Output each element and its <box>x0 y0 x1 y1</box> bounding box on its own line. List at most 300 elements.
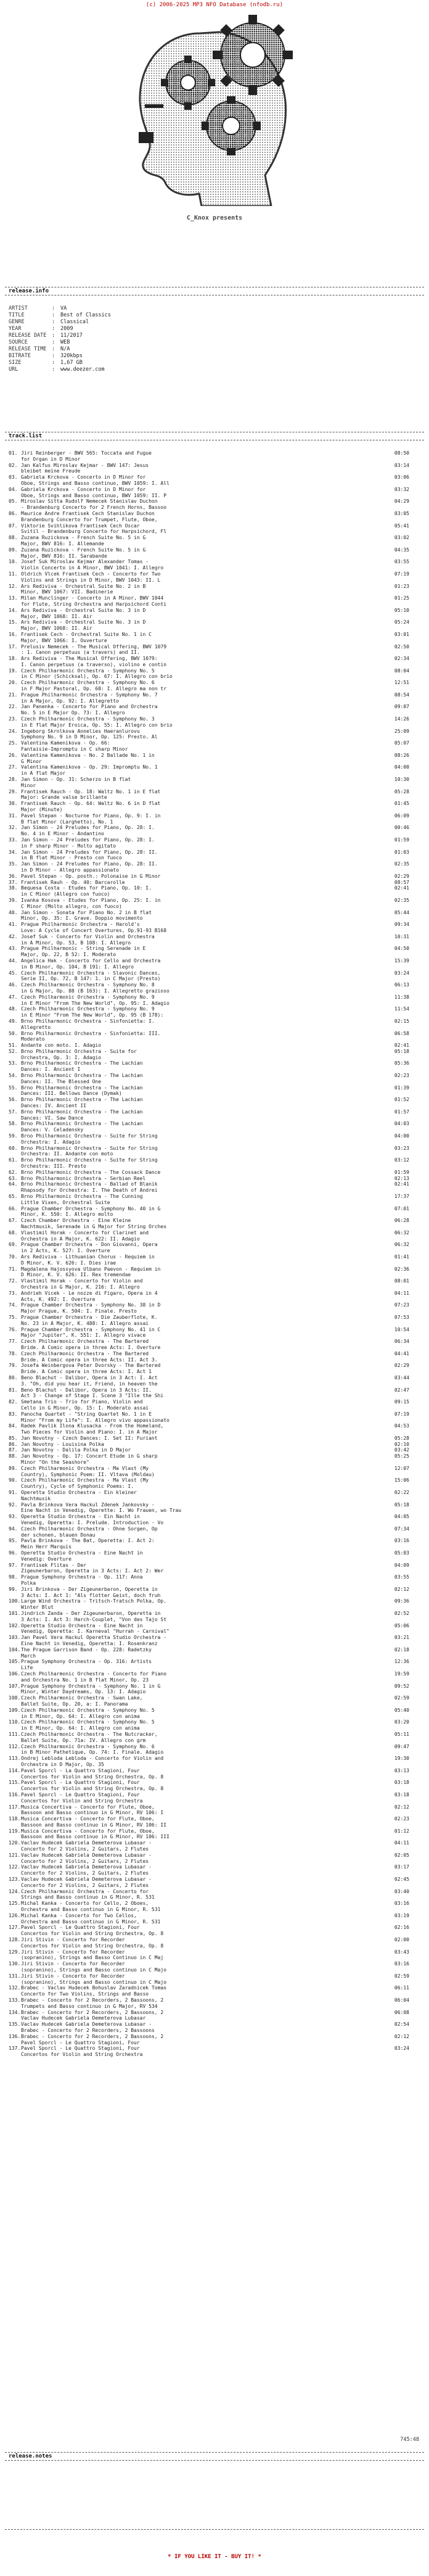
track-number: 75. <box>9 1314 18 1320</box>
track-title: Frantisek Flitas - Der Zigeunerbaron, Operetta in 3 Acts: I. Act 2: Wer <box>21 1562 164 1574</box>
track-title: Ars Rediviva - The Musical Offering, BWV 1079: I. Canon perpetuus (a traverso), violino e contin <box>21 656 167 667</box>
track-duration: 04:09 <box>394 1562 409 1568</box>
track-number: 113. <box>9 1756 21 1762</box>
track-title: Andrieh Vicek - Le nozze di Figaro, Opera in 4 Acts, K. 492: I. Overture <box>21 1290 158 1302</box>
track-row <box>9 511 415 523</box>
track-title: Pavel Sporcl - Le Quattro Stagioni, Four Concertos for Violin and String Orchestra, Op. 8 <box>21 1925 164 1937</box>
track-duration: 01:59 <box>394 837 409 843</box>
track-list-header <box>5 432 424 440</box>
track-number: 82. <box>9 1399 18 1405</box>
track-duration: 03:13 <box>394 1767 409 1773</box>
track-title: Jan Simon - 24 Preludes for Piano, Op. 28: II. in D Minor - Allegro appassionato <box>21 861 158 873</box>
track-number: 102. <box>9 1622 21 1629</box>
track-number: 34. <box>9 849 18 855</box>
track-title: Pavel Sporcl - La Quattro Stagioni, Four Concertos for Violin and String Orchestra, Op. 8 <box>21 1767 164 1780</box>
track-number: 22. <box>9 704 18 710</box>
track-row <box>9 680 415 692</box>
track-number: 49. <box>9 1018 18 1024</box>
track-number: 35. <box>9 861 18 867</box>
track-row <box>9 450 415 463</box>
track-row <box>9 922 415 934</box>
track-duration: 03:43 <box>394 1949 409 1955</box>
track-duration: 01:52 <box>394 1097 409 1103</box>
track-row <box>9 1466 415 1478</box>
release-info-row <box>9 319 194 326</box>
track-number: 110. <box>9 1719 21 1725</box>
release-info-row <box>9 353 194 360</box>
release-info-colon: : <box>52 366 55 373</box>
track-number: 65. <box>9 1194 18 1200</box>
track-duration: 03:44 <box>394 1374 409 1381</box>
track-number: 55. <box>9 1084 18 1091</box>
release-info-row <box>9 312 194 319</box>
track-duration: 03:18 <box>394 1791 409 1798</box>
release-info-key: GENRE <box>9 319 25 325</box>
track-number: 33. <box>9 837 18 843</box>
track-row <box>9 1133 415 1146</box>
track-number: 56. <box>9 1097 18 1103</box>
track-duration: 11:54 <box>394 1006 409 1012</box>
track-title: Jan Simon - 24 Preludes for Piano, Op. 28: I. No. 4 in E Minor - Andantino <box>21 825 155 837</box>
presenter-credit: C_Knox presents <box>186 215 243 221</box>
track-duration: 02:18 <box>394 1646 409 1653</box>
release-info-header <box>5 287 424 295</box>
track-row <box>9 1121 415 1133</box>
release-info-key: BITRATE <box>9 353 31 359</box>
track-number: 135. <box>9 2021 21 2028</box>
track-row <box>9 1242 415 1254</box>
track-number: 15. <box>9 619 18 625</box>
track-row <box>9 1176 415 1182</box>
track-title: Brno Philharmonic Orchestra - Suite for String Orchestra: II. Andante con moto <box>21 1145 158 1157</box>
track-duration: 02:52 <box>394 1611 409 1616</box>
track-number: 81. <box>9 1387 18 1393</box>
track-duration: 14:26 <box>394 716 409 722</box>
release-notes-title: release.notes <box>9 2453 52 2459</box>
track-row <box>9 1840 415 1852</box>
track-number: 41. <box>9 922 18 928</box>
track-duration: 05:24 <box>394 619 409 625</box>
track-row <box>9 1804 415 1817</box>
track-title: Prague Chamber Orchestra - Symphony No. 38 in D Major Prague, K. 504: I. Finale. Presto <box>21 1302 161 1315</box>
track-row <box>9 1453 415 1466</box>
track-duration: 02:36 <box>394 1266 409 1272</box>
track-duration: 02:12 <box>394 2033 409 2039</box>
track-title: Czech Philharmonic Orchestra - Swan Lake, Ballet Suite, Op. 20, a: I. Panorama <box>21 1695 143 1707</box>
track-title: Jan Panenka - Concerto for Piano and Orchestra No. 5 in E Major Op. 73: I. Allegro <box>21 704 158 716</box>
track-duration: 02:54 <box>394 2021 409 2028</box>
track-title: Jan Novotny - Louisina Polka <box>21 1441 104 1447</box>
track-row <box>9 1574 415 1587</box>
track-duration: 02:23 <box>394 1816 409 1822</box>
track-duration: 05:03 <box>394 1550 409 1556</box>
track-duration: 05:10 <box>394 607 409 613</box>
track-number: 100. <box>9 1598 21 1604</box>
track-title: Jan Pavel Vera Hackul Operetta Studio Orchestra - Eine Nacht in Venedig, Operetta: I. Rosenkranz <box>21 1635 167 1646</box>
track-number: 94. <box>9 1525 18 1532</box>
track-duration: 01:45 <box>394 801 409 807</box>
track-title: Brno Philharmonic Orchestra - The Lachian Dances: IV. Ancient II <box>21 1097 143 1109</box>
track-number: 111. <box>9 1731 21 1737</box>
track-row <box>9 910 415 922</box>
track-row <box>9 898 415 910</box>
track-duration: 25:09 <box>394 728 409 734</box>
release-info-value: 320kbps <box>60 353 83 359</box>
track-row <box>9 1031 415 1043</box>
track-duration: 02:13 <box>394 1175 409 1181</box>
release-info-value: Best of Classics <box>60 312 111 318</box>
track-duration: 07:01 <box>394 1205 409 1212</box>
track-duration: 12:07 <box>394 1465 409 1471</box>
track-duration: 06:08 <box>394 2009 409 2015</box>
track-row <box>9 619 415 632</box>
track-row <box>9 873 415 880</box>
track-number: 119. <box>9 1828 21 1834</box>
track-duration: 03:02 <box>394 535 409 541</box>
track-number: 101. <box>9 1611 21 1616</box>
track-duration: 03:24 <box>394 970 409 976</box>
track-duration: 05:28 <box>394 1435 409 1441</box>
track-duration: 08:54 <box>394 691 409 698</box>
track-title: Pavel Sporcl - La Quattro Stagioni, Four Concertos for Violin and String Orchestra, Op. 8 <box>21 1780 164 1792</box>
track-row <box>9 1949 415 1962</box>
track-row <box>9 934 415 946</box>
track-number: 107. <box>9 1683 21 1689</box>
track-number: 02. <box>9 462 18 468</box>
release-info-colon: : <box>52 312 55 318</box>
track-title: Jindrich Zanda - Der Zigeunerbaron, Operetta in 3 Acts: I. Act 3: Harch-Couplet, "Von des Tajo St <box>21 1611 167 1622</box>
track-row <box>9 1550 415 1563</box>
release-info-row <box>9 360 194 366</box>
track-row <box>9 1315 415 1327</box>
track-title: Brno Philharmonic Orchestra - The Lachian Dances: II. The Blessed One <box>21 1073 143 1084</box>
track-title: Brno Philharmonic Orchestra - Suite for Orchestra, Op. 3: I. Adagio <box>21 1048 137 1060</box>
track-duration: 19:30 <box>394 1756 409 1762</box>
track-title: Brno Philharmonic Orchestra - Sinfonietta: III. Moderato <box>21 1030 161 1042</box>
footer-rule <box>5 2529 424 2530</box>
track-number: 76. <box>9 1326 18 1332</box>
track-row <box>9 837 415 849</box>
track-row <box>9 1181 415 1194</box>
track-title: Czech Philharmonic Orchestra - Concerto for Strings and Basso continuo in G Minor, R. 531 <box>21 1888 155 1901</box>
track-duration: 00:46 <box>394 825 409 831</box>
track-number: 129. <box>9 1949 21 1955</box>
track-number: 48. <box>9 1006 18 1012</box>
track-title: Vaclav Hudecek Gabriela Demeterova Lubasar - Concerto for 2 Violins, 2 Guitars, 2 Flutes <box>21 1864 152 1876</box>
track-row <box>9 1526 415 1538</box>
track-title: Frantisek Rauh - Op. 40: Barcarolle <box>21 879 125 885</box>
track-number: 128. <box>9 1937 21 1943</box>
track-row <box>9 1828 415 1841</box>
track-title: Jiri Brinkova - Der Zigeunerbaron, Operetta in 3 Acts: I. Act 1: "Als flotter Geist, doch fruh <box>21 1586 161 1598</box>
track-row <box>9 825 415 837</box>
track-duration: 02:35 <box>394 897 409 903</box>
track-row <box>9 1060 415 1073</box>
track-row <box>9 1997 415 2010</box>
track-duration: 04:11 <box>394 1290 409 1296</box>
track-row <box>9 970 415 983</box>
track-row <box>9 1816 415 1828</box>
track-duration: 07:19 <box>394 571 409 577</box>
track-title: Czech Philharmonic Orchestra - Ma Vlast (My Country), Symphonic Poem: II. Vltava (Moldau) <box>21 1465 155 1477</box>
track-row <box>9 1683 415 1696</box>
track-title: Prelusiv Nemecek - The Musical Offering, BWV 1079 : 1. Canon perpetuus (a travers) and II. <box>21 643 167 656</box>
track-title: Prague Symphony Orchestra - Op. 316: Artists Life <box>21 1659 152 1671</box>
track-duration: 04:53 <box>394 1423 409 1429</box>
release-info-colon: : <box>52 360 55 366</box>
track-number: 66. <box>9 1205 18 1212</box>
track-duration: 03:19 <box>394 1912 409 1918</box>
track-title: Large Wind Orchestra - Tritsch-Tratsch Polka, Op. Winter Blut <box>21 1598 167 1611</box>
track-number: 18. <box>9 656 18 662</box>
track-duration: 01:23 <box>394 583 409 589</box>
release-info-row <box>9 366 194 373</box>
track-number: 28. <box>9 777 18 783</box>
track-title: The Prague Garrison Band - Op. 228: Radetzky March <box>21 1646 152 1659</box>
track-duration: 05:06 <box>394 1622 409 1629</box>
track-duration: 08:26 <box>394 752 409 758</box>
track-row <box>9 1852 415 1865</box>
track-title: Frantisek Rauch - Op. 18: Waltz No. 1 in E flat Major: Grande valse brillante <box>21 788 161 801</box>
track-number: 79. <box>9 1363 18 1369</box>
track-duration: 03:16 <box>394 1901 409 1907</box>
track-row <box>9 1254 415 1266</box>
track-title: Brno Philharmonic Orchestra - The Cunning Little Vixen, Orchestral Suite <box>21 1194 143 1205</box>
track-duration: 05:18 <box>394 1048 409 1054</box>
track-title: Vaclav Hudecek Gabriela Demeterova Lubasar - Concerto for 2 Violins, 2 Guitars, 2 Flutes <box>21 1852 152 1864</box>
track-duration: 02:35 <box>394 861 409 867</box>
track-row <box>9 584 415 596</box>
track-number: 08. <box>9 535 18 541</box>
release-info-key: URL <box>9 366 18 373</box>
track-duration: 03:16 <box>394 1961 409 1967</box>
track-row <box>9 1339 415 1351</box>
track-row <box>9 1598 415 1611</box>
track-title: Czech Philharmonic Orchestra - Symphony No. 5 in E Minor, Op. 64: I. Allegro con anima <box>21 1719 155 1732</box>
track-duration: 02:41 <box>394 885 409 891</box>
track-duration: 06:11 <box>394 1985 409 1991</box>
track-number: 10. <box>9 559 18 565</box>
track-title: Oldrich Vlcek Frantisek Cech - Concerto for Two Violins and Strings in D Minor, BWV 1043: II. L <box>21 571 161 583</box>
track-title: Ars Rediviva - Orchestral Suite No. 3 in D Major, BWV 1068: II. Air <box>21 619 146 632</box>
track-row <box>9 1042 415 1049</box>
track-title: Czech Philharmonic Orchestra - Symphony No. 9 in E Minor "From The New World", Op. 95 (B 178): <box>21 1006 164 1018</box>
track-number: 104. <box>9 1646 21 1653</box>
track-title: Jiri Stivin - Concerto for Recorder Concertos for Violin and String Orchestra, Op. 8 <box>21 1937 164 1949</box>
track-number: 87. <box>9 1447 18 1453</box>
track-number: 23. <box>9 716 18 722</box>
track-title: Brabec - Concerto for 2 Recorders, 2 Bassoons, 2 Pavel Sporcl - Le Quattro Stagioni, Four <box>21 2033 164 2046</box>
track-duration: 07:23 <box>394 1302 409 1308</box>
copyright-line: (c) 2006-2025 MP3 NFO Database (nfodb.ru) <box>145 2 284 8</box>
track-title: Brabec - Concerto for 2 Recorders, 2 Bassoons, 2 Vaclav Hudecek Gabriela Demeterova Lubasar <box>21 2009 164 2021</box>
track-duration: 03:24 <box>394 2046 409 2052</box>
track-duration: 19:59 <box>394 1670 409 1677</box>
track-title: Pavel Sporcl - Le Quattro Stagioni, Four Concertos for Violin and String Orchestra <box>21 1791 143 1804</box>
track-number: 43. <box>9 946 18 952</box>
track-number: 124. <box>9 1888 21 1894</box>
release-info-value: N/A <box>60 346 70 352</box>
track-number: 97. <box>9 1562 18 1568</box>
release-info-key: SOURCE <box>9 339 28 345</box>
track-duration: 07:34 <box>394 1525 409 1532</box>
track-row <box>9 1985 415 1997</box>
track-title: Jiri Stivin - Concerto for Recorder (sopranino), Strings and Basso continuo in C Majo <box>21 1961 167 1973</box>
track-title: Vaclav Hudecek Gabriela Demeterova Lubasar - Concerto for 2 Violins, 2 Guitars, 2 Flutes <box>21 1876 152 1888</box>
track-title: Czech Philharmonic Orchestra - Symphony No. 6 in B Minor Pathetique, Op. 74: I. Finale. Adagio <box>21 1743 164 1756</box>
track-duration: 03:16 <box>394 1538 409 1544</box>
track-duration: 10:54 <box>394 1326 409 1332</box>
track-number: 07. <box>9 522 18 529</box>
track-title: Brno Philharmonic Orchestra - Suite for String Orchestra: III. Presto <box>21 1157 158 1170</box>
track-duration: 03:55 <box>394 1574 409 1580</box>
track-duration: 01:39 <box>394 1084 409 1091</box>
track-row <box>9 1097 415 1109</box>
track-row <box>9 1889 415 1901</box>
track-title: Operetta Studio Orchestra - Ein kleiner Nachtmusik <box>21 1490 137 1501</box>
track-title: Czech Philharmonic Orchestra - Symphony No. 6 in F Major Pastoral, Op. 68: I. Allegro ma non tr <box>21 680 167 692</box>
track-duration: 04:11 <box>394 1840 409 1846</box>
track-number: 98. <box>9 1574 18 1580</box>
track-row <box>9 1768 415 1780</box>
track-row <box>9 982 415 994</box>
track-row <box>9 1876 415 1889</box>
track-number: 74. <box>9 1302 18 1308</box>
track-title: Pavel Sporcl - Le Quattro Stagioni, Four Concertos for Violin and String Orchestra <box>21 2046 143 2058</box>
track-number: 137. <box>9 2046 21 2052</box>
track-number: 80. <box>9 1374 18 1381</box>
track-duration: 02:29 <box>394 873 409 879</box>
track-duration: 03:32 <box>394 486 409 492</box>
track-number: 120. <box>9 1840 21 1846</box>
track-row <box>9 1399 415 1411</box>
track-number: 26. <box>9 752 18 758</box>
track-number: 64. <box>9 1181 18 1187</box>
track-row <box>9 1647 415 1659</box>
release-info-key: YEAR <box>9 326 22 332</box>
release-info-title: release.info <box>9 288 49 294</box>
track-duration: 06:32 <box>394 1229 409 1236</box>
track-number: 05. <box>9 498 18 505</box>
track-row <box>9 801 415 813</box>
track-row <box>9 704 415 716</box>
track-number: 70. <box>9 1253 18 1260</box>
track-duration: 02:59 <box>394 1973 409 1979</box>
track-duration: 11:38 <box>394 994 409 1000</box>
track-title: Prague Chamber Orchestra - Symphony No. 40 in G Minor, K. 550: I. Allegro molto <box>21 1205 161 1218</box>
track-number: 95. <box>9 1538 18 1544</box>
track-number: 122. <box>9 1864 21 1870</box>
track-duration: 10:31 <box>394 933 409 939</box>
track-row <box>9 764 415 777</box>
release-info-colon: : <box>52 332 55 339</box>
track-number: 63. <box>9 1175 18 1181</box>
track-number: 73. <box>9 1290 18 1296</box>
track-row <box>9 487 415 499</box>
track-row <box>9 1278 415 1290</box>
track-duration: 02:05 <box>394 1852 409 1858</box>
track-number: 91. <box>9 1490 18 1496</box>
track-title: Ars Rediviva - Orchestral Suite No. 3 in D Major, BWV 1068: II. Air <box>21 607 146 619</box>
track-number: 105. <box>9 1659 21 1665</box>
track-title: Miroslav Sitta Rudolf Nemecek Stanislav Duchon - Brandenburg Concerto for 2 French Horns, Bassoo <box>21 498 167 511</box>
track-row <box>9 571 415 584</box>
track-title: Jiri Stivin - Concerto for Recorder (sopranino), Strings and Basso continuo in C Majo <box>21 1973 167 1985</box>
track-duration: 03:20 <box>394 1719 409 1725</box>
track-row <box>9 946 415 958</box>
track-number: 14. <box>9 607 18 613</box>
release-info-colon: : <box>52 353 55 359</box>
track-title: Brno Philharmonic Orchestra - The Lachian Dances: VI. Saw Dance <box>21 1108 143 1121</box>
track-duration: 06:13 <box>394 982 409 988</box>
track-title: Jan Novotny - Czech Dances: I. Set II: Furiant <box>21 1435 158 1441</box>
track-duration: 04:29 <box>394 498 409 505</box>
track-title: Vlastimil Horak - Concerto for Clarinet and Orchestra in A Major, K. 622: II. Adagio <box>21 1229 149 1242</box>
track-duration: 09:36 <box>394 1598 409 1604</box>
track-duration: 03:12 <box>394 1157 409 1163</box>
track-duration: 06:34 <box>394 1339 409 1345</box>
track-title: Brno Philharmonic Orchestra - Serbian Reel <box>21 1175 146 1181</box>
track-title: Czech Philharmonic Orchestra - Symphony No. 9 in E Minor "From The New World", Op. 95: I. Adagio <box>21 994 170 1006</box>
release-notes-header <box>5 2452 424 2461</box>
track-row <box>9 1170 415 1176</box>
track-duration: 01:41 <box>394 1253 409 1260</box>
track-title: Valentina Kamenikova - No. 2 Ballade No. 1 in G Minor <box>21 752 155 764</box>
track-title: Milan Munclinger - Concerto in A Minor, BWV 1044 for Flute, String Orchestra and Harpsichord Conti <box>21 595 167 607</box>
track-row <box>9 1109 415 1121</box>
mid-gear-icon <box>206 101 256 151</box>
release-info-value: WEB <box>60 339 70 345</box>
track-number: 03. <box>9 474 18 481</box>
track-title: Ars Rediviva - Orchestral Suite No. 2 in B Minor, BWV 1067: VII. Badinerie <box>21 583 146 595</box>
release-info-key: SIZE <box>9 360 22 366</box>
track-number: 93. <box>9 1514 18 1520</box>
track-row <box>9 861 415 873</box>
track-title: Vlastimil Horak - Concerto for Violin and Orchestra in G Major, K. 216: I. Allegro <box>21 1278 143 1290</box>
track-title: Prague Philharmonic Orchestra - Symphony No. 7 in A Major, Op. 92: I. Allegretto <box>21 691 158 704</box>
track-number: 132. <box>9 1985 21 1991</box>
track-number: 13. <box>9 595 18 601</box>
track-number: 16. <box>9 631 18 637</box>
track-duration: 03:06 <box>394 474 409 481</box>
track-duration: 05:18 <box>394 1501 409 1508</box>
track-number: 32. <box>9 825 18 831</box>
track-title: Musica Concertiva - Concerto for Flute, Oboe, Bassoon and Basso continuo in G Minor, RV 106: I <box>21 1804 164 1816</box>
track-row <box>9 463 415 475</box>
track-row <box>9 1973 415 1986</box>
track-number: 59. <box>9 1133 18 1139</box>
track-number: 01. <box>9 450 18 456</box>
track-row <box>9 1477 415 1490</box>
track-duration: 06:04 <box>394 1997 409 2003</box>
track-title: Jan Simon - Op. 31: Scherzo in B flat Minor <box>21 777 131 788</box>
track-row <box>9 1073 415 1085</box>
track-number: 36. <box>9 873 18 879</box>
release-info-value: 11/2017 <box>60 332 83 339</box>
track-title: Panocha Quartet - "String Quartet No. 1 in E Minor "From my Life": I. Allegro vivo appassionato <box>21 1411 170 1423</box>
track-row <box>9 1375 415 1387</box>
track-row <box>9 1194 415 1206</box>
track-number: 67. <box>9 1218 18 1224</box>
track-title: Angelica Hak - Concerto for Cello and Orchestra in B Minor, Op. 104, B 191: I. Allegro <box>21 957 161 970</box>
release-info-row <box>9 326 194 332</box>
track-duration: 04:00 <box>394 1133 409 1139</box>
track-number: 06. <box>9 510 18 516</box>
track-number: 117. <box>9 1804 21 1810</box>
track-row <box>9 1442 415 1448</box>
track-title: Operetta Studio Orchestra - Ein Nacht in Venedig, Operetta: I. Prelude. Introduction - Vo <box>21 1514 164 1526</box>
track-title: Radek Pavlik Ilona Klusacka - From the Homeland, Two Pieces for Violin and Piano: I. in A Major <box>21 1423 164 1435</box>
